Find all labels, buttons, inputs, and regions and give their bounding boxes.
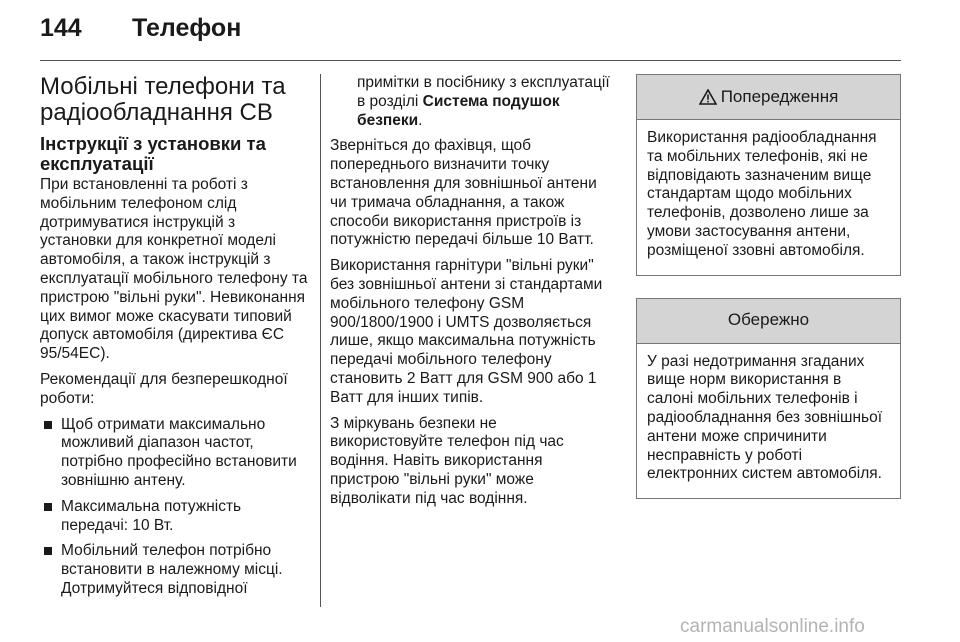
list-item — [40, 542, 310, 598]
paragraph: Використання гарнітури "вільні руки" без зовнішньої антени зі стандартами мобільного телефону GSM 900/1800/1900 і UMTS дозволяється лише, якщо максимальна потужність передачі мобільного телефону становить 2 Ватт для GSM 900 або 1 Ватт для інших типів. — [330, 257, 603, 406]
right-column — [636, 74, 901, 521]
middle-column — [330, 74, 610, 516]
paragraph: З міркувань безпеки не використовуйте телефон під час водіння. Навіть використання пристрою "вільні руки" може відволікати під час водіння. — [330, 414, 564, 507]
warning-title: Попередження — [720, 86, 839, 106]
section-reference: Система подушок безпеки — [357, 92, 560, 129]
warning-text: Використання радіообладнання та мобільних телефонів, які не відповідають зазначеним вище стандартам щодо мобільних телефонів, дозволено лише за умови застосування антени, розміщеної ззовні автомобіля. — [647, 129, 877, 259]
bullet-continuation — [330, 74, 610, 130]
caution-text: У разі недотримання згаданих вище норм використання в салоні мобільних телефонів і радіообладнання без зовнішньої антени може спричинити несправність у роботі електронних систем автомобіля. — [647, 352, 883, 483]
column-divider — [320, 74, 321, 607]
continuation-end: . — [418, 111, 423, 129]
paragraph: Зверніться до фахівця, щоб попереднього визначити точку встановлення для зовнішньої антени чи тримача обладнання, а також способи використання пристроїв із потужністю передачі більше 10 Ватт. — [330, 137, 597, 249]
warning-triangle-icon — [699, 89, 717, 105]
warning-box-header — [637, 75, 900, 120]
list-item — [40, 416, 310, 491]
caution-title: Обережно — [727, 310, 810, 330]
list-item-text: Максимальна потужність передачі: 10 Вт. — [61, 497, 242, 534]
list-item-text: Щоб отримати максимально можливий діапазон частот, потрібно професійно встановити зовнішню антену. — [61, 415, 297, 489]
caution-box — [636, 298, 901, 500]
running-title: Телефон — [132, 14, 242, 42]
paragraph: При встановленні та роботі з мобільним телефоном слід дотримуватися інструкцій з установки для конкретної моделі автомобіля, а також інструкцій з експлуатації мобільного телефону та пристрою "вільні руки". Невиконання цих вимог може скасувати типовий допуск автомобіля (директива ЄС 95/54ЕС). — [40, 176, 308, 363]
header-rule — [40, 60, 901, 61]
bullet-square-icon — [44, 421, 52, 429]
continuation-text: примітки в посібнику з експлуатації в розділі — [357, 74, 610, 110]
section-title: Мобільні телефони та радіообладнання СВ — [40, 73, 286, 126]
paragraph: Рекомендації для безперешкодної роботи: — [40, 370, 288, 407]
left-column — [40, 74, 310, 606]
warning-box — [636, 74, 901, 276]
bullet-square-icon — [44, 547, 52, 555]
list-item-text: Мобільний телефон потрібно встановити в належному місці. Дотримуйтеся відповідної — [61, 542, 283, 597]
page-number: 144 — [40, 14, 82, 42]
sub-title: Інструкції з установки та експлуатації — [40, 133, 266, 174]
caution-box-header — [637, 299, 900, 344]
bullet-list — [40, 416, 310, 599]
list-item — [40, 498, 310, 536]
watermark: carmanualsonline.info — [680, 616, 865, 637]
bullet-square-icon — [44, 503, 52, 511]
